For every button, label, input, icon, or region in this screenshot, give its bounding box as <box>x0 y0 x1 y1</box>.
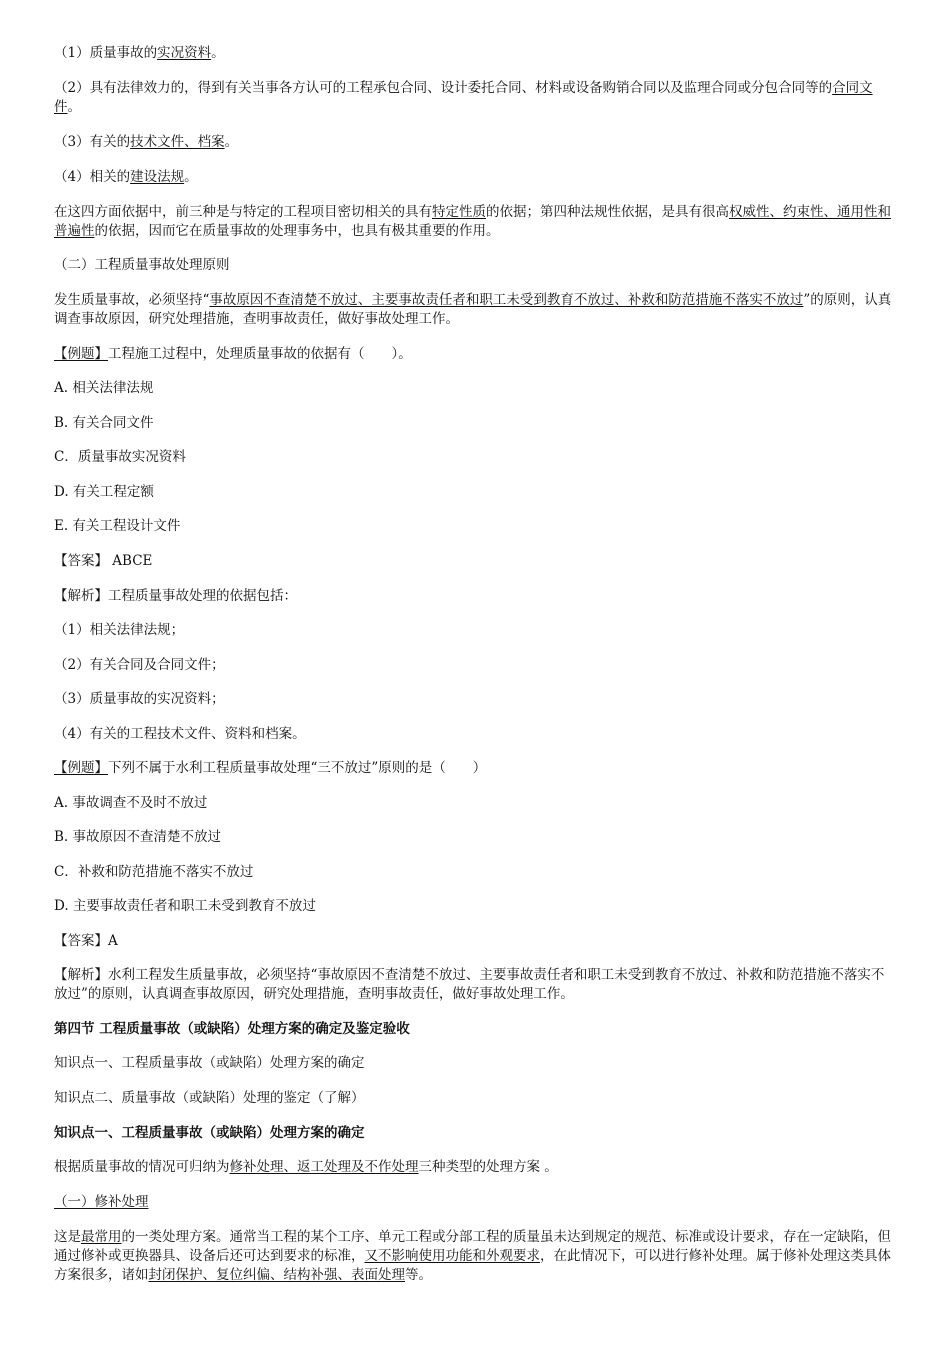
knowledge-point-2-toc: 知识点二、质量事故（或缺陷）处理的鉴定（了解） <box>54 1090 365 1106</box>
example-question-1: 【例题】工程施工过程中，处理质量事故的依据有（ ）。 <box>54 346 412 362</box>
analysis-1: 【解析】工程质量事故处理的依据包括： <box>54 588 297 604</box>
option-b-1: B. 有关合同文件 <box>54 415 154 431</box>
option-a-2: A. 事故调查不及时不放过 <box>54 795 208 811</box>
section-heading-4: 第四节 工程质量事故（或缺陷）处理方案的确定及鉴定验收 <box>54 1021 410 1037</box>
example-question-2: 【例题】下列不属于水利工程质量事故处理“三不放过”原则的是（ ） <box>54 760 487 776</box>
option-e-1: E. 有关工程设计文件 <box>54 518 181 534</box>
basis-item-3: （3）有关的技术文件、档案。 <box>54 134 239 150</box>
option-d-2: D. 主要事故责任者和职工未受到教育不放过 <box>54 898 316 914</box>
subsection-repair: （一）修补处理 <box>54 1194 149 1210</box>
option-c-2: C．补救和防范措施不落实不放过 <box>54 864 254 880</box>
section-heading-principles: （二）工程质量事故处理原则 <box>54 257 230 273</box>
basis-item-4: （4）相关的建设法规。 <box>54 169 198 185</box>
basis-summary: 在这四方面依据中，前三种是与特定的工程项目密切相关的具有特定性质的依据；第四种法规性依据，是具有很高权威性、约束性、通用性和普遍性的依据，因而它在质量事故的处理事务中，也具有极其重要的作用。 <box>54 204 891 239</box>
basis-item-2: （2）具有法律效力的，得到有关当事各方认可的工程承包合同、设计委托合同、材料或设备购销合同以及监理合同或分包合同等的合同文件。 <box>54 80 873 115</box>
basis-item-1: （1）质量事故的实况资料。 <box>54 45 225 61</box>
answer-1: 【答案】 ABCE <box>54 553 153 569</box>
knowledge-point-1-toc: 知识点一、工程质量事故（或缺陷）处理方案的确定 <box>54 1055 365 1071</box>
option-b-2: B. 事故原因不查清楚不放过 <box>54 829 222 845</box>
analysis-1-item-1: （1）相关法律法规； <box>54 622 185 638</box>
knowledge-point-1-heading: 知识点一、工程质量事故（或缺陷）处理方案的确定 <box>54 1125 365 1141</box>
principles-paragraph: 发生质量事故，必须坚持“事故原因不查清楚不放过、主要事故责任者和职工未受到教育不放过、补救和防范措施不落实不放过”的原则，认真调查事故原因，研究处理措施，查明事故责任，做好事故处理工作。 <box>54 292 892 327</box>
answer-2: 【答案】A <box>54 933 118 949</box>
analysis-1-item-2: （2）有关合同及合同文件； <box>54 657 225 673</box>
repair-paragraph: 这是最常用的一类处理方案。通常当工程的某个工序、单元工程或分部工程的质量虽未达到规定的规范、标准或设计要求，存在一定缺陷，但通过修补或更换器具、设备后还可达到要求的标准，又不影响使用功能和外观要求，在此情况下，可以进行修补处理。属于修补处理这类具体方案很多，诸如封闭保护、复位纠偏、结构补强、表面处理等。 <box>54 1229 891 1283</box>
option-a-1: A. 相关法律法规 <box>54 380 154 396</box>
analysis-1-item-4: （4）有关的工程技术文件、资料和档案。 <box>54 726 306 742</box>
treatment-types: 根据质量事故的情况可归纳为修补处理、返工处理及不作处理三种类型的处理方案 。 <box>54 1159 558 1175</box>
option-c-1: C．质量事故实况资料 <box>54 449 186 465</box>
analysis-2: 【解析】水利工程发生质量事故，必须坚持“事故原因不查清楚不放过、主要事故责任者和职工未受到教育不放过、补救和防范措施不落实不放过”的原则，认真调查事故原因，研究处理措施，查明事故责任，做好事故处理工作。 <box>54 967 885 1002</box>
analysis-1-item-3: （3）质量事故的实况资料； <box>54 691 225 707</box>
option-d-1: D. 有关工程定额 <box>54 484 154 500</box>
